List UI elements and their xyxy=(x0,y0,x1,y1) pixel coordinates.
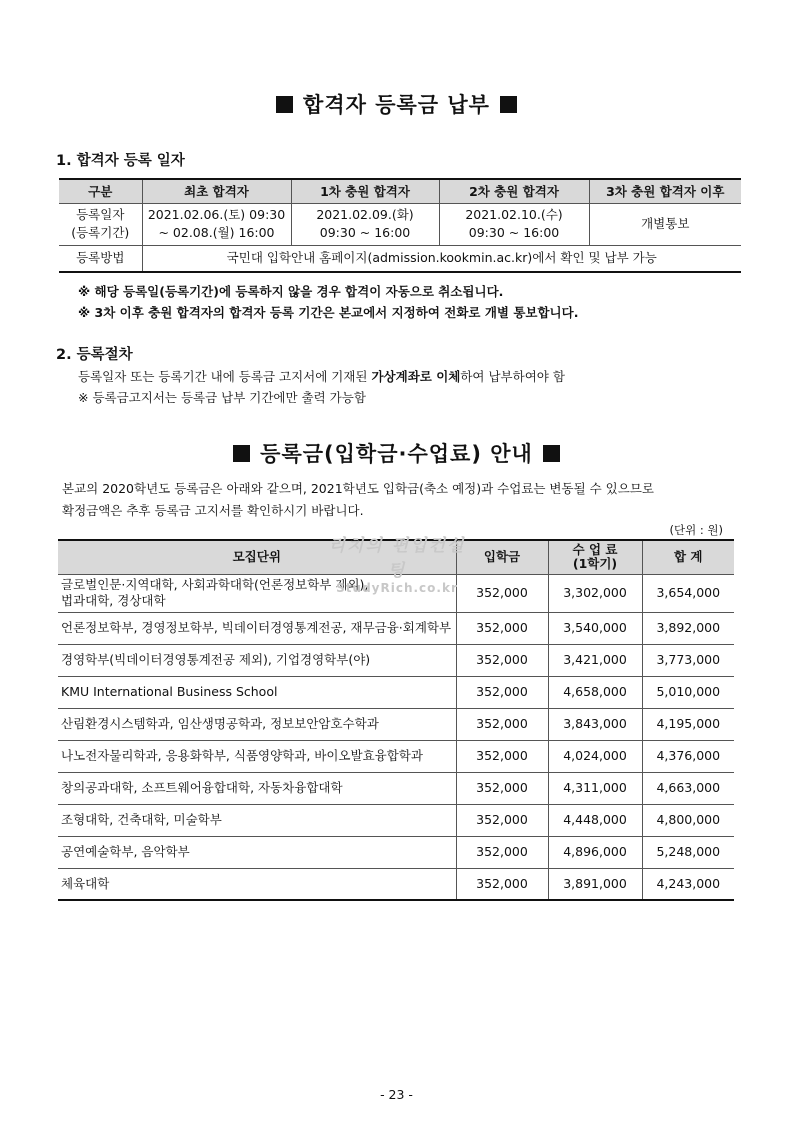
page-title-tuition-guide xyxy=(0,438,793,468)
table-row xyxy=(58,676,734,708)
cell-round2-dates: 2021.02.10.(수) 09:30 ~ 16:00 xyxy=(439,203,589,245)
cell-total: 4,800,000 xyxy=(642,804,734,836)
cell-tuition: 3,843,000 xyxy=(548,708,642,740)
cell-round3-dates: 개별통보 xyxy=(589,203,741,245)
title-text: 등록금(입학금·수업료) 안내 xyxy=(260,442,533,466)
header-round1: 1차 충원 합격자 xyxy=(291,179,439,203)
row-label-method: 등록방법 xyxy=(59,245,142,272)
tuition-intro xyxy=(62,478,654,522)
cell-tuition: 4,024,000 xyxy=(548,740,642,772)
cell-total: 3,773,000 xyxy=(642,644,734,676)
cell-recruit-unit: 조형대학, 건축대학, 미술학부 xyxy=(58,804,456,836)
cell-tuition: 4,658,000 xyxy=(548,676,642,708)
section-heading-procedure: 2. 등록절차 xyxy=(56,347,133,363)
cell-recruit-unit: 나노전자물리학과, 응용화학부, 식품영양학과, 바이오발효융합학과 xyxy=(58,740,456,772)
unit-label: (단위 : 원) xyxy=(669,523,723,537)
page-number: - 23 - xyxy=(380,1087,413,1102)
cell-recruit-unit: 체육대학 xyxy=(58,868,456,900)
table-row xyxy=(58,644,734,676)
watermark-line-2: StudyRich.co.kr xyxy=(336,581,458,595)
cell-recruit-unit: 산림환경시스템학과, 임산생명공학과, 정보보안암호수학과 xyxy=(58,708,456,740)
cell-recruit-unit: 공연예술학부, 음악학부 xyxy=(58,836,456,868)
table-row xyxy=(58,574,734,612)
intro-line-2: 확정금액은 추후 등록금 고지서를 확인하시기 바랍니다. xyxy=(62,503,364,518)
cell-recruit-unit: KMU International Business School xyxy=(58,676,456,708)
table-row-dates xyxy=(59,203,741,245)
header-entrance-fee: 입학금 xyxy=(456,540,548,574)
cell-entrance-fee: 352,000 xyxy=(456,676,548,708)
cell-first-admit-dates: 2021.02.06.(토) 09:30 ~ 02.08.(월) 16:00 xyxy=(142,203,291,245)
cell-method-value: 국민대 입학안내 홈페이지(admission.kookmin.ac.kr)에서 확인 및 납부 가능 xyxy=(142,245,741,272)
header-round3: 3차 충원 합격자 이후 xyxy=(589,179,741,203)
cell-tuition: 3,421,000 xyxy=(548,644,642,676)
table-header-row xyxy=(59,179,741,203)
cell-entrance-fee: 352,000 xyxy=(456,644,548,676)
cell-entrance-fee: 352,000 xyxy=(456,612,548,644)
cell-total: 5,248,000 xyxy=(642,836,734,868)
cell-recruit-unit: 경영학부(빅데이터경영통계전공 제외), 기업경영학부(야) xyxy=(58,644,456,676)
cell-total: 4,663,000 xyxy=(642,772,734,804)
table-row xyxy=(58,836,734,868)
table-row xyxy=(58,868,734,900)
cell-tuition: 3,540,000 xyxy=(548,612,642,644)
header-total: 합 계 xyxy=(642,540,734,574)
black-square-icon xyxy=(500,96,517,113)
tuition-fee-table xyxy=(58,539,734,901)
cell-entrance-fee: 352,000 xyxy=(456,772,548,804)
header-category: 구분 xyxy=(59,179,142,203)
black-square-icon xyxy=(276,96,293,113)
cell-total: 3,892,000 xyxy=(642,612,734,644)
cell-entrance-fee: 352,000 xyxy=(456,708,548,740)
cell-recruit-unit: 글로벌인문·지역대학, 사회과학대학(언론정보학부 제외), 법과대학, 경상대학 xyxy=(58,574,456,612)
procedure-text xyxy=(78,366,565,408)
procedure-emphasis: 가상계좌로 이체 xyxy=(371,369,461,384)
table-row xyxy=(58,740,734,772)
cell-entrance-fee: 352,000 xyxy=(456,868,548,900)
table-row-method xyxy=(59,245,741,272)
intro-line-1: 본교의 2020학년도 등록금은 아래와 같으며, 2021학년도 입학금(축소 예정)과 수업료는 변동될 수 있으므로 xyxy=(62,481,654,496)
header-tuition: 수 업 료 (1학기) xyxy=(548,540,642,574)
cell-total: 4,243,000 xyxy=(642,868,734,900)
section-heading-registration-dates: 1. 합격자 등록 일자 xyxy=(56,153,185,169)
cell-tuition: 4,896,000 xyxy=(548,836,642,868)
cell-total: 3,654,000 xyxy=(642,574,734,612)
procedure-line: 등록일자 또는 등록기간 내에 등록금 고지서에 기재된 가상계좌로 이체하여 납부하여야 함 xyxy=(78,369,565,384)
cell-entrance-fee: 352,000 xyxy=(456,804,548,836)
title-text: 합격자 등록금 납부 xyxy=(303,93,490,117)
cell-total: 4,195,000 xyxy=(642,708,734,740)
header-round2: 2차 충원 합격자 xyxy=(439,179,589,203)
cell-tuition: 3,891,000 xyxy=(548,868,642,900)
table-row xyxy=(58,772,734,804)
table-row xyxy=(58,612,734,644)
black-square-icon xyxy=(543,445,560,462)
note-round3-notice: ※ 3차 이후 충원 합격자의 합격자 등록 기간은 본교에서 지정하여 전화로 개별 통보합니다. xyxy=(78,305,579,320)
registration-schedule-table xyxy=(59,178,741,273)
table-header-row xyxy=(58,540,734,574)
cell-recruit-unit: 창의공과대학, 소프트웨어융합대학, 자동차융합대학 xyxy=(58,772,456,804)
note-auto-cancel: ※ 해당 등록일(등록기간)에 등록하지 않을 경우 합격이 자동으로 취소됩니다. xyxy=(78,284,504,299)
cell-entrance-fee: 352,000 xyxy=(456,836,548,868)
black-square-icon xyxy=(233,445,250,462)
header-recruit-unit: 모집단위 xyxy=(58,540,456,574)
cell-recruit-unit: 언론정보학부, 경영정보학부, 빅데이터경영통계전공, 재무금융·회계학부 xyxy=(58,612,456,644)
cell-round1-dates: 2021.02.09.(화) 09:30 ~ 16:00 xyxy=(291,203,439,245)
cell-entrance-fee: 352,000 xyxy=(456,740,548,772)
cell-tuition: 3,302,000 xyxy=(548,574,642,612)
cell-entrance-fee: 352,000 xyxy=(456,574,548,612)
cell-total: 5,010,000 xyxy=(642,676,734,708)
cell-total: 4,376,000 xyxy=(642,740,734,772)
cell-tuition: 4,311,000 xyxy=(548,772,642,804)
header-first-admit: 최초 합격자 xyxy=(142,179,291,203)
procedure-note: ※ 등록금고지서는 등록금 납부 기간에만 출력 가능함 xyxy=(78,390,366,405)
cell-tuition: 4,448,000 xyxy=(548,804,642,836)
watermark-line-1: 리치의 편입컨설팅 xyxy=(328,536,466,581)
table-row xyxy=(58,708,734,740)
page-title-registration-payment xyxy=(0,89,793,119)
row-label-dates: 등록일자 (등록기간) xyxy=(59,203,142,245)
table-row xyxy=(58,804,734,836)
registration-notes xyxy=(78,281,578,323)
